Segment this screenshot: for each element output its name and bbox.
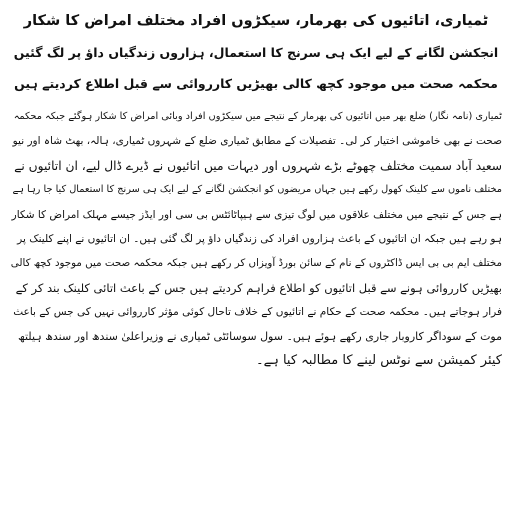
body-line: ہے جس کے نتیجے میں مختلف علاقوں میں لوگ تیزی سے ہیپاٹائٹس بی سی اور ایڈز جیسے مہلک امراض کا شکار <box>11 208 502 221</box>
headline-sub-1: انجکشن لگانے کے لیے ایک ہی سرنج کا استعمال، ہزاروں زندگیاں داؤ پر لگ گئیں <box>13 45 499 60</box>
headline-block <box>10 6 502 99</box>
body-line: صحت نے بھی خاموشی اختیار کر لی۔ تفصیلات کے مطابق ٹمیاری ضلع کے شہروں ٹمیاری، ہالہ، بھٹ شاہ اور نیو <box>12 135 502 148</box>
body-line: سعید آباد سمیت مختلف چھوٹے بڑے شہروں اور دیہات میں اتائیوں نے ڈیرے ڈال لیے، ان اتائیوں نے <box>14 158 502 173</box>
body-line: فرار ہوجاتے ہیں۔ محکمہ صحت کے حکام نے اتائیوں کے خلاف تاحال کوئی مؤثر کارروائی نہیں کی جس کے باعث <box>13 306 502 319</box>
body-line: مختلف ناموں سے کلینک کھول رکھے ہیں جہاں مریضوں کو انجکشن لگانے کے لیے ایک ہی سرنج کا استعمال کیا جا رہا ہے <box>12 184 502 196</box>
headline-main: ٹمیاری، اتائیوں کی بھرمار، سیکڑوں افراد مختلف امراض کا شکار <box>23 13 489 29</box>
body-line: کیئر کمیشن سے نوٹس لینے کا مطالبہ کیا ہے۔ <box>255 353 502 369</box>
body-line: ہو رہے ہیں جبکہ ان اتائیوں کے باعث ہزاروں افراد کی زندگیاں داؤ پر لگ گئی ہیں۔ ان اتائیوں نے اپنے کلینک پر <box>17 233 502 246</box>
article-body <box>10 105 502 373</box>
body-line: مختلف ایم بی بی ایس ڈاکٹروں کے نام کے سائن بورڈ آویزاں کر رکھے ہیں جبکہ محکمہ صحت میں موجود کچھ کالی <box>10 257 502 270</box>
headline-sub-2: محکمہ صحت میں موجود کچھ کالی بھیڑیں کارروائی سے قبل اطلاع کردیتے ہیں <box>14 76 498 91</box>
body-line: ٹمیاری (نامہ نگار) ضلع بھر میں اتائیوں کی بھرمار کے نتیجے میں سیکڑوں افراد وبائی امراض کا شکار ہوگئے جبکہ محکمہ <box>13 111 502 122</box>
body-line: موت کے سوداگر کاروبار جاری رکھے ہوئے ہیں۔ سول سوسائٹی ٹمیاری نے وزیراعلیٰ سندھ اور سندھ ہیلتھ <box>18 329 502 343</box>
body-line: بھیڑیں کارروائی ہونے سے قبل اتائیوں کو اطلاع فراہم کردیتے ہیں جس کے باعث اتائی کلینک بند کر کے <box>15 280 502 295</box>
